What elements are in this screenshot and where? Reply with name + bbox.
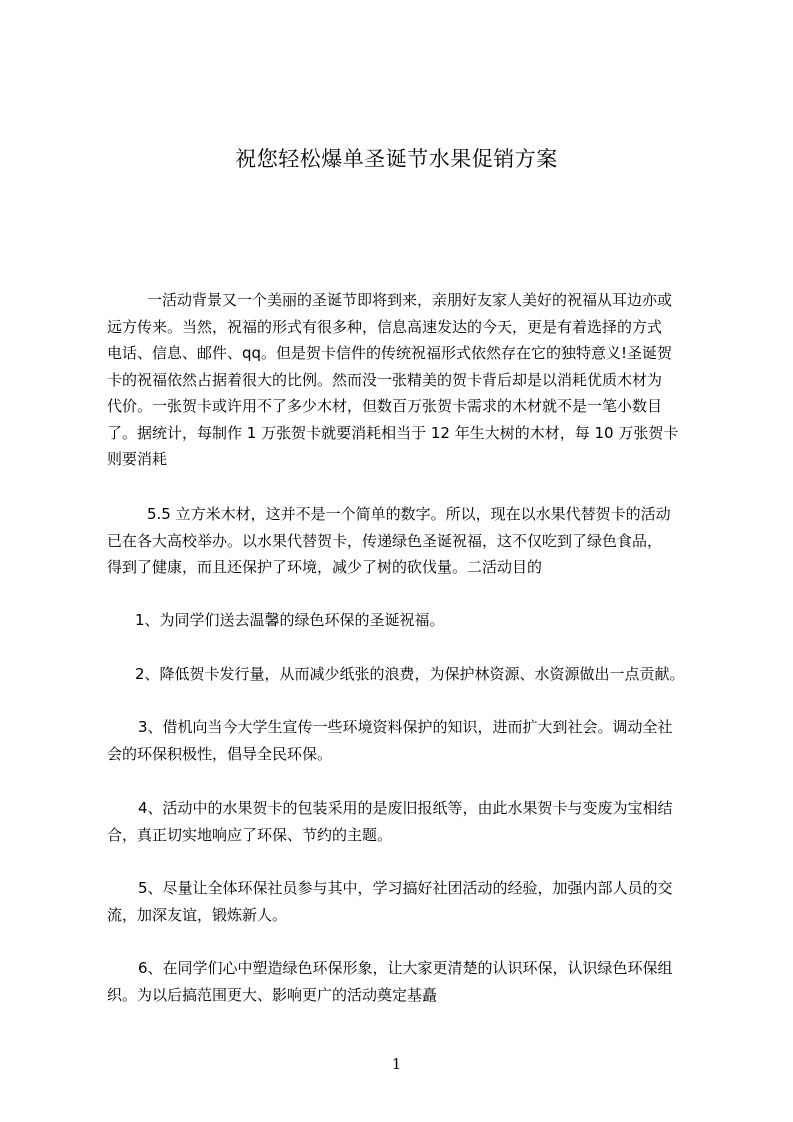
text-line: 了。据统计，每制作 1 万张贺卡就要消耗相当于 12 年生大树的木材，每 10 万张贺卡 (107, 423, 679, 442)
paragraph-goal-1 (107, 607, 707, 634)
paragraph-goal-5 (107, 875, 707, 928)
text-line: 3、借机向当今大学生宣传一些环境资料保护的知识，进而扩大到社会。调动全社 (138, 718, 673, 736)
text-line: 6、在同学们心中塑造绿色环保形象，让大家更清楚的认识环保，认识绿色环保组 (138, 959, 673, 977)
paragraph-wood (107, 501, 707, 581)
paragraph-goal-2 (107, 661, 707, 688)
text-line: 远方传来。当然，祝福的形式有很多种，信息高速发达的今天，更是有着选择的方式 (107, 317, 663, 336)
paragraph-goal-6 (107, 955, 707, 1008)
text-line: 4、活动中的水果贺卡的包装采用的是废旧报纸等，由此水果贺卡与变废为宝相结 (138, 799, 673, 817)
text-line: 2、降低贺卡发行量，从而减少纸张的浪费，为保护林资源、水资源做出一点贡献。 (135, 665, 685, 683)
text-line: 5、尽量让全体环保社员参与其中，学习搞好社团活动的经验，加强内部人员的交 (138, 879, 673, 897)
document-title: 祝您轻松爆单圣诞节水果促销方案 (235, 147, 558, 171)
paragraph-goal-4 (107, 795, 707, 848)
text-line: 代价。一张贺卡或许用不了多少木材，但数百万张贺卡需求的木材就不是一笔小数目 (107, 397, 663, 415)
text-line: 已在各大高校举办。以水果代替贺卡，传递绿色圣诞祝福，这不仅吃到了绿色食品， (107, 531, 663, 550)
text-line: 得到了健康，而且还保护了环境，减少了树的砍伐量。二活动目的 (107, 558, 543, 576)
text-line: 卡的祝福依然占据着很大的比例。然而没一张精美的贺卡背后却是以消耗优质木材为 (107, 370, 663, 389)
text-line: 则要消耗 (107, 450, 168, 468)
text-line: 合，真正切实地响应了环保、节约的主题。 (107, 825, 393, 844)
page-number: 1 (391, 1055, 402, 1073)
text-line: 5.5 立方米木材，这并不是一个简单的数字。所以，现在以水果代替贺卡的活动 (132, 505, 671, 523)
text-line: 会的环保积极性，倡导全民环保。 (107, 744, 333, 763)
text-line: 1、为同学们送去温馨的绿色环保的圣诞祝福。 (135, 611, 445, 629)
text-line: 一活动背景又一个美丽的圣诞节即将到来，亲朋好友家人美好的祝福从耳边亦或 (132, 291, 673, 309)
text-line: 织。为以后搞范围更大、影响更广的活动奠定基矗 (107, 985, 438, 1004)
paragraph-goal-3 (107, 714, 707, 767)
text-line: 流，加深友谊，锻炼新人。 (107, 905, 288, 924)
paragraph-background (107, 287, 707, 473)
text-line: 电话、信息、邮件、qq。但是贺卡信件的传统祝福形式依然存在它的独特意义!圣诞贺 (107, 344, 673, 362)
